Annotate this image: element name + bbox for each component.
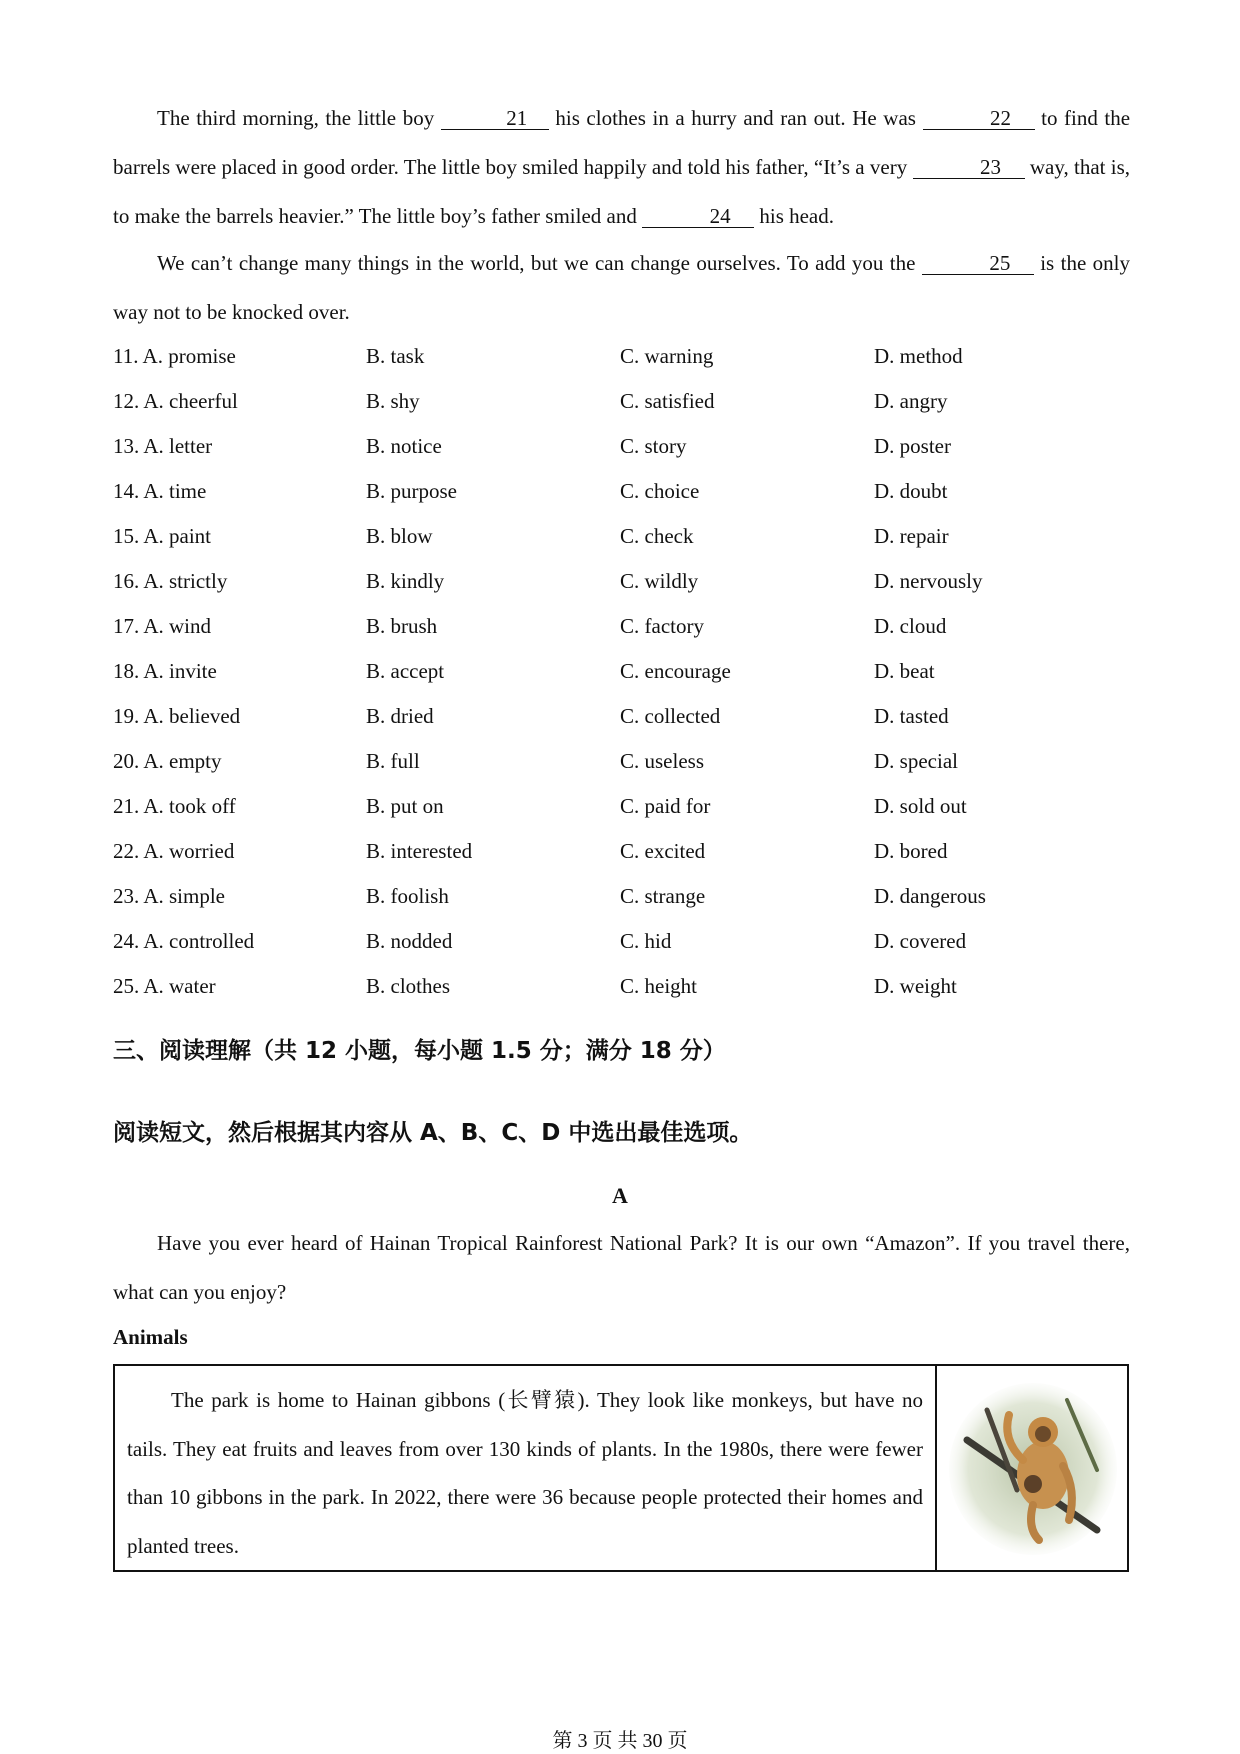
option-a[interactable]: 12. A. cheerful	[113, 389, 238, 413]
option-row-22	[113, 833, 1130, 878]
option-c[interactable]: C. choice	[620, 479, 700, 503]
option-b[interactable]: B. clothes	[366, 974, 450, 998]
option-row-18	[113, 653, 1130, 698]
page-footer: 第 3 页 共 30 页	[552, 1730, 688, 1752]
option-d[interactable]: D. poster	[874, 434, 951, 458]
option-b[interactable]: B. foolish	[366, 884, 449, 908]
option-d[interactable]: D. dangerous	[874, 884, 986, 908]
passage-text: his clothes in a hurry and ran out. He was	[555, 106, 916, 130]
option-a[interactable]: 22. A. worried	[113, 839, 235, 863]
option-b[interactable]: B. shy	[366, 389, 420, 413]
option-c[interactable]: C. check	[620, 524, 694, 548]
option-c[interactable]: C. factory	[620, 614, 704, 638]
option-row-20	[113, 743, 1130, 788]
option-a[interactable]: 14. A. time	[113, 479, 207, 503]
answer-options	[113, 338, 1130, 1013]
blank-23[interactable]: 23	[913, 156, 1025, 179]
option-c[interactable]: C. paid for	[620, 794, 711, 818]
option-row-17	[113, 608, 1130, 653]
option-b[interactable]: B. blow	[366, 524, 433, 548]
option-row-19	[113, 698, 1130, 743]
option-d[interactable]: D. cloud	[874, 614, 947, 638]
passage-text: We can’t change many things in the world, but we can change ourselves. To add you the	[157, 251, 916, 275]
option-b[interactable]: B. brush	[366, 614, 438, 638]
option-a[interactable]: 16. A. strictly	[113, 569, 228, 593]
option-b[interactable]: B. put on	[366, 794, 444, 818]
option-c[interactable]: C. height	[620, 974, 697, 998]
passage-text: is the only way not to be knocked over.	[113, 251, 1130, 324]
option-a[interactable]: 19. A. believed	[113, 704, 241, 728]
option-d[interactable]: D. doubt	[874, 479, 948, 503]
option-a[interactable]: 20. A. empty	[113, 749, 222, 773]
option-d[interactable]: D. beat	[874, 659, 935, 683]
option-a[interactable]: 17. A. wind	[113, 614, 212, 638]
option-row-11	[113, 338, 1130, 383]
passage-title: A	[612, 1183, 628, 1208]
animals-table	[113, 1364, 1129, 1572]
passage-text: to find the barrels were placed in good order. The little boy smiled happily and told his father, “It’s a very	[113, 106, 1131, 179]
option-c[interactable]: C. satisfied	[620, 389, 715, 413]
option-row-25	[113, 968, 1130, 1013]
option-d[interactable]: D. sold out	[874, 794, 967, 818]
option-a[interactable]: 21. A. took off	[113, 794, 236, 818]
option-b[interactable]: B. accept	[366, 659, 445, 683]
animals-heading: Animals	[113, 1325, 188, 1349]
passage-paragraph-1	[113, 94, 1130, 241]
option-row-24	[113, 923, 1130, 968]
option-c[interactable]: C. hid	[620, 929, 672, 953]
blank-25[interactable]: 25	[922, 252, 1034, 275]
option-a[interactable]: 11. A. promise	[113, 344, 236, 368]
option-d[interactable]: D. tasted	[874, 704, 949, 728]
passage-text: way, that is, to make the barrels heavier.” The little boy’s father smiled and	[113, 155, 1131, 228]
option-c[interactable]: C. encourage	[620, 659, 731, 683]
blank-21[interactable]: 21	[441, 107, 549, 130]
option-row-12	[113, 383, 1130, 428]
option-b[interactable]: B. interested	[366, 839, 473, 863]
section-instruction: 阅读短文，然后根据其内容从 A、B、C、D 中选出最佳选项。	[113, 1120, 753, 1146]
option-b[interactable]: B. notice	[366, 434, 442, 458]
option-d[interactable]: D. bored	[874, 839, 948, 863]
option-row-16	[113, 563, 1130, 608]
option-c[interactable]: C. collected	[620, 704, 721, 728]
option-b[interactable]: B. kindly	[366, 569, 445, 593]
option-a[interactable]: 13. A. letter	[113, 434, 213, 458]
option-c[interactable]: C. wildly	[620, 569, 699, 593]
option-c[interactable]: C. useless	[620, 749, 704, 773]
option-d[interactable]: D. method	[874, 344, 963, 368]
option-row-13	[113, 428, 1130, 473]
section-heading: 三、阅读理解（共 12 小题，每小题 1.5 分；满分 18 分）	[113, 1038, 726, 1064]
passage-a-intro: Have you ever heard of Hainan Tropical Rainforest National Park? It is our own “Amazon”. If you travel there, what can you enjoy?	[113, 1231, 1130, 1304]
option-d[interactable]: D. angry	[874, 389, 948, 413]
option-b[interactable]: B. dried	[366, 704, 434, 728]
option-row-15	[113, 518, 1130, 563]
option-a[interactable]: 23. A. simple	[113, 884, 226, 908]
option-row-14	[113, 473, 1130, 518]
blank-22[interactable]: 22	[923, 107, 1035, 130]
gibbon-photo	[947, 1380, 1119, 1558]
option-row-21	[113, 788, 1130, 833]
blank-24[interactable]: 24	[642, 205, 754, 228]
option-d[interactable]: D. covered	[874, 929, 967, 953]
option-a[interactable]: 24. A. controlled	[113, 929, 255, 953]
passage-paragraph-2	[113, 239, 1130, 337]
passage-text: The third morning, the little boy	[157, 106, 435, 130]
option-a[interactable]: 18. A. invite	[113, 659, 217, 683]
option-d[interactable]: D. special	[874, 749, 958, 773]
option-c[interactable]: C. warning	[620, 344, 714, 368]
option-b[interactable]: B. full	[366, 749, 420, 773]
passage-text: his head.	[759, 204, 835, 228]
option-c[interactable]: C. story	[620, 434, 687, 458]
option-b[interactable]: B. nodded	[366, 929, 453, 953]
animals-description: The park is home to Hainan gibbons (长臂猿). They look like monkeys, but have no tails. They eat fruits and leaves from over 130 kinds of plants. In the 1980s, there were fewer than 10 gibbons in the park. In 2022, there were 36 because people protected their homes and planted trees.	[127, 1388, 923, 1558]
option-a[interactable]: 25. A. water	[113, 974, 216, 998]
option-d[interactable]: D. nervously	[874, 569, 983, 593]
option-b[interactable]: B. purpose	[366, 479, 457, 503]
option-d[interactable]: D. weight	[874, 974, 957, 998]
option-a[interactable]: 15. A. paint	[113, 524, 211, 548]
table-divider	[935, 1366, 937, 1570]
option-d[interactable]: D. repair	[874, 524, 949, 548]
option-c[interactable]: C. strange	[620, 884, 706, 908]
option-b[interactable]: B. task	[366, 344, 425, 368]
option-row-23	[113, 878, 1130, 923]
option-c[interactable]: C. excited	[620, 839, 706, 863]
